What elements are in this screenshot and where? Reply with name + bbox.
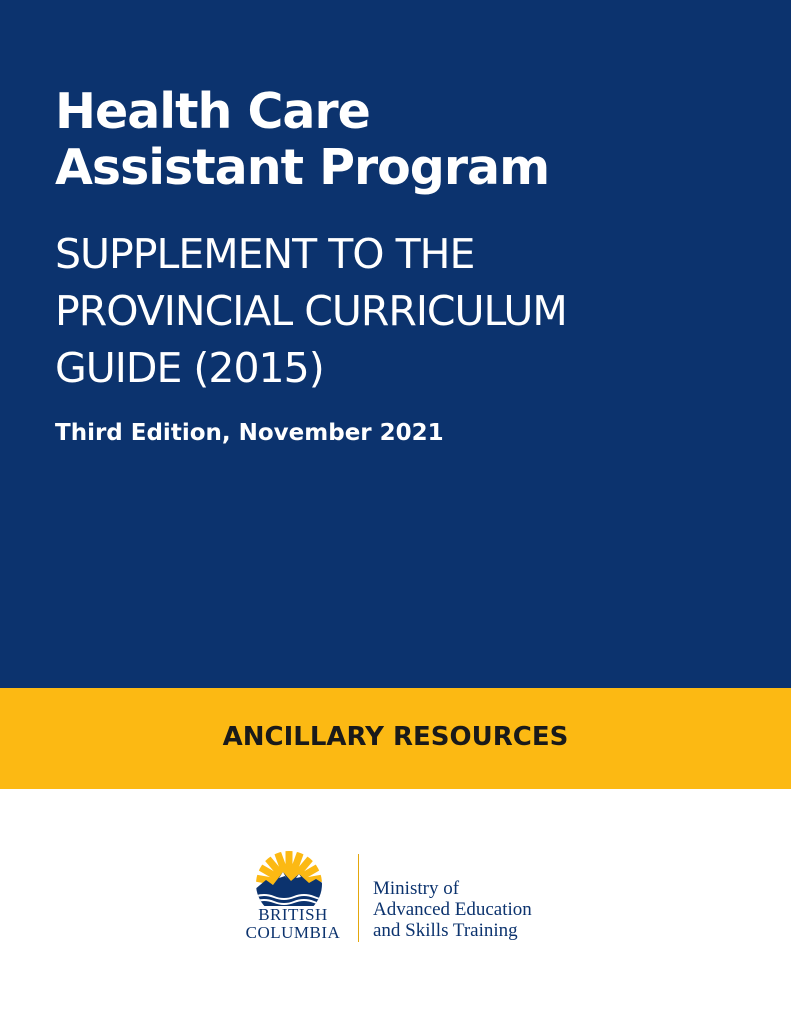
bc-name-line-1: BRITISH (258, 905, 328, 924)
ministry-line-3: and Skills Training (373, 920, 518, 941)
subtitle-line-1: SUPPLEMENT TO THE (55, 230, 475, 278)
ministry-logo (240, 850, 560, 950)
logo-divider (358, 854, 359, 942)
title-line-1: Health Care (55, 83, 370, 140)
ministry-name (373, 878, 532, 941)
ministry-line-2: Advanced Education (373, 899, 532, 920)
bc-sun-mountains-logo-icon (254, 850, 324, 906)
document-title (55, 84, 549, 196)
ministry-line-1: Ministry of (373, 878, 460, 899)
subtitle-line-2: PROVINCIAL CURRICULUM (55, 287, 567, 335)
title-line-2: Assistant Program (55, 139, 550, 196)
bc-name-line-2: COLUMBIA (245, 923, 341, 942)
document-subtitle (55, 226, 567, 397)
subtitle-line-3: GUIDE (2015) (55, 344, 324, 392)
ancillary-resources-label: ANCILLARY RESOURCES (222, 722, 569, 752)
edition-date: Third Edition, November 2021 (55, 420, 444, 446)
british-columbia-wordmark (240, 906, 346, 942)
